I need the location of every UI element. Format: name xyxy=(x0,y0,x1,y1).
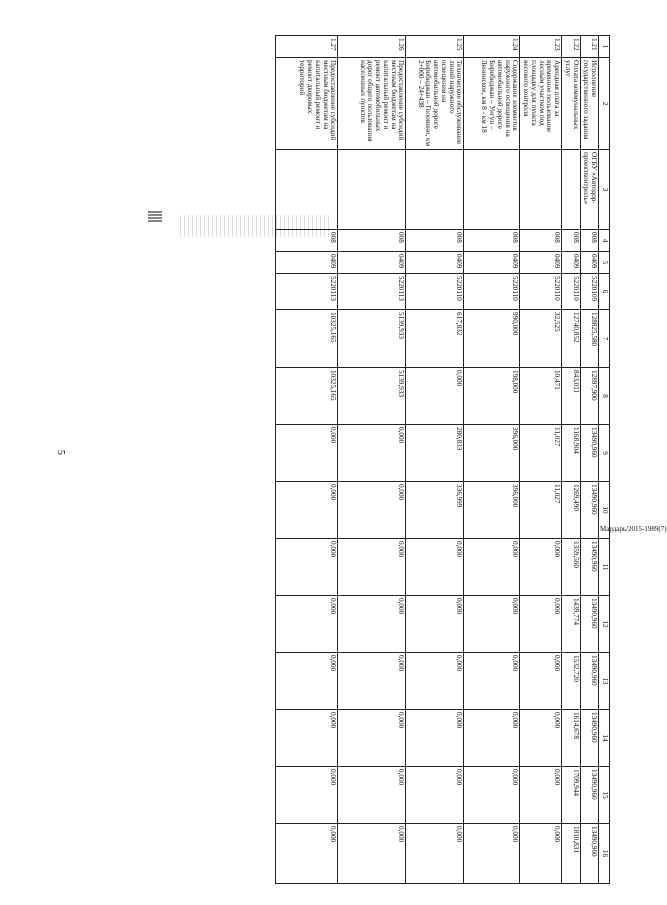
amount-cell: 843,011 xyxy=(562,368,581,425)
csr-cell: 5220113 xyxy=(276,274,338,310)
executor-cell xyxy=(520,150,562,230)
rz-cell: 0409 xyxy=(562,252,581,274)
row-number-cell: 1.23 xyxy=(520,36,562,58)
row-number-cell: 1.22 xyxy=(562,36,581,58)
header-cell: 14 xyxy=(599,710,610,767)
amount-cell: 13490,960 xyxy=(580,824,599,884)
grbs-cell: 008 xyxy=(562,230,581,252)
amount-cell: 0,000 xyxy=(276,596,338,653)
rz-cell: 0409 xyxy=(580,252,599,274)
document-page xyxy=(90,35,610,883)
rz-cell: 0409 xyxy=(464,252,520,274)
amount-cell: 0,000 xyxy=(406,767,464,824)
table-row xyxy=(464,36,520,884)
amount-cell: 0,000 xyxy=(276,824,338,884)
executor-cell xyxy=(464,150,520,230)
grbs-cell: 008 xyxy=(464,230,520,252)
csr-cell: 5220113 xyxy=(338,274,406,310)
amount-cell: 0,000 xyxy=(276,767,338,824)
amount-cell: 0,000 xyxy=(464,824,520,884)
column-number-row xyxy=(599,36,610,884)
amount-cell: 0,000 xyxy=(338,653,406,710)
amount-cell: 1614,678 xyxy=(562,710,581,767)
amount-cell: 0,000 xyxy=(406,710,464,767)
amount-cell: 1709,944 xyxy=(562,767,581,824)
header-cell: 3 xyxy=(599,150,610,230)
amount-cell: 990,000 xyxy=(464,310,520,368)
amount-cell: 12897,900 xyxy=(580,368,599,425)
amount-cell: 0,000 xyxy=(520,767,562,824)
rz-cell: 0409 xyxy=(276,252,338,274)
amount-cell: 13490,960 xyxy=(580,710,599,767)
rz-cell: 0409 xyxy=(406,252,464,274)
amount-cell: 1168,904 xyxy=(562,425,581,482)
measure-name-cell: Оплата коммунальных услуг xyxy=(562,58,581,150)
header-cell: 6 xyxy=(599,274,610,310)
amount-cell: 13490,960 xyxy=(580,653,599,710)
measure-name-cell: Предоставление субсидий местным бюджетам на капитальный ремонт и ремонт дворовых территорий xyxy=(276,58,338,150)
grbs-cell: 008 xyxy=(276,230,338,252)
measure-name-cell: Арендная плата за временное пользование лесным участком под площадку для пункта весового контроля xyxy=(520,58,562,150)
amount-cell: 13490,960 xyxy=(580,482,599,539)
amount-cell: 0,000 xyxy=(520,596,562,653)
amount-cell: 0,000 xyxy=(338,482,406,539)
amount-cell: 128825,580 xyxy=(580,310,599,368)
amount-cell: 1532,720 xyxy=(562,653,581,710)
amount-cell: 0,000 xyxy=(338,539,406,596)
amount-cell: 10,471 xyxy=(520,368,562,425)
table-row xyxy=(520,36,562,884)
amount-cell: 0,000 xyxy=(276,425,338,482)
amount-cell: 0,000 xyxy=(464,653,520,710)
row-number-cell: 1.24 xyxy=(464,36,520,58)
amount-cell: 0,000 xyxy=(520,539,562,596)
amount-cell: 396,000 xyxy=(464,482,520,539)
amount-cell: 13490,960 xyxy=(580,425,599,482)
amount-cell: 0,000 xyxy=(464,596,520,653)
row-number-cell: 1.25 xyxy=(406,36,464,58)
amount-cell: 10325,165 xyxy=(276,368,338,425)
grbs-cell: 008 xyxy=(406,230,464,252)
amount-cell: 0,000 xyxy=(406,368,464,425)
amount-cell: 336,999 xyxy=(406,482,464,539)
executor-cell xyxy=(562,150,581,230)
amount-cell: 0,000 xyxy=(338,425,406,482)
document-footer: Мардарь/2015-1989(7) xyxy=(600,525,667,533)
grbs-cell: 008 xyxy=(338,230,406,252)
header-cell: 8 xyxy=(599,368,610,425)
amount-cell: 1810,831 xyxy=(562,824,581,884)
executor-cell xyxy=(338,150,406,230)
amount-cell: 0,000 xyxy=(276,539,338,596)
amount-cell: 11,027 xyxy=(520,425,562,482)
csr-cell: 5220110 xyxy=(562,274,581,310)
header-cell: 13 xyxy=(599,653,610,710)
amount-cell: 0,000 xyxy=(464,767,520,824)
amount-cell: 13490,960 xyxy=(580,767,599,824)
table-row xyxy=(276,36,338,884)
amount-cell: 0,000 xyxy=(276,653,338,710)
header-cell: 7 xyxy=(599,310,610,368)
amount-cell: 396,000 xyxy=(464,425,520,482)
amount-cell: 617,832 xyxy=(406,310,464,368)
amount-cell: 0,000 xyxy=(406,596,464,653)
csr-cell: 5220110 xyxy=(406,274,464,310)
header-cell: 16 xyxy=(599,824,610,884)
measure-name-cell: Техническое обслуживание линий наружного освещения на автомобильной дороге Биробиджан – Головино, км 2+000 – 24+438 xyxy=(406,58,464,150)
table-row xyxy=(406,36,464,884)
header-cell: 1 xyxy=(599,36,610,58)
amount-cell: 13490,960 xyxy=(580,596,599,653)
header-cell: 10 xyxy=(599,482,610,539)
measure-name-cell: Предоставление субсидий местным бюджетам на капитальный ремонт и ремонт автомобильных дорог общего пользования населенных пунктов xyxy=(338,58,406,150)
amount-cell: 0,000 xyxy=(276,710,338,767)
header-cell: 4 xyxy=(599,230,610,252)
amount-cell: 0,000 xyxy=(338,710,406,767)
amount-cell: 0,000 xyxy=(520,653,562,710)
csr-cell: 5220109 xyxy=(580,274,599,310)
amount-cell: 13490,960 xyxy=(580,539,599,596)
table-row xyxy=(580,36,599,884)
executor-cell xyxy=(406,150,464,230)
amount-cell: 0,000 xyxy=(520,710,562,767)
grbs-cell: 008 xyxy=(520,230,562,252)
amount-cell: 0,000 xyxy=(406,539,464,596)
amount-cell: 5139,933 xyxy=(338,310,406,368)
header-cell: 15 xyxy=(599,767,610,824)
rz-cell: 0409 xyxy=(520,252,562,274)
row-number-cell: 1.26 xyxy=(338,36,406,58)
amount-cell: 280,833 xyxy=(406,425,464,482)
header-cell: 2 xyxy=(599,58,610,150)
amount-cell: 0,000 xyxy=(276,482,338,539)
amount-cell: 0,000 xyxy=(464,539,520,596)
grbs-cell: 008 xyxy=(580,230,599,252)
rotated-table-wrapper xyxy=(90,35,610,883)
amount-cell: 0,000 xyxy=(406,824,464,884)
csr-cell: 5220110 xyxy=(464,274,520,310)
amount-cell: 5139,933 xyxy=(338,368,406,425)
amount-cell: 1359,560 xyxy=(562,539,581,596)
amount-cell: 1269,490 xyxy=(562,482,581,539)
amount-cell: 1439,774 xyxy=(562,596,581,653)
amount-cell: 0,000 xyxy=(520,824,562,884)
amount-cell: 0,000 xyxy=(338,824,406,884)
amount-cell: 12740,852 xyxy=(562,310,581,368)
executor-cell: ОГБУ «Автодор-проектконтроль» xyxy=(580,150,599,230)
row-number-cell: 1.27 xyxy=(276,36,338,58)
amount-cell: 11,027 xyxy=(520,482,562,539)
header-cell: 5 xyxy=(599,252,610,274)
budget-table xyxy=(275,35,610,884)
amount-cell: 10325,165 xyxy=(276,310,338,368)
amount-cell: 0,000 xyxy=(338,767,406,824)
measure-name-cell: Исполнение государственного задания xyxy=(580,58,599,150)
table-row xyxy=(562,36,581,884)
measure-name-cell: Содержание элементов наружного освещения на автомобильной дороге Биробиджан – Унгун – Ленинское, км 8 - км 18 xyxy=(464,58,520,150)
csr-cell: 5220110 xyxy=(520,274,562,310)
amount-cell: 0,000 xyxy=(338,596,406,653)
page-number: 5 xyxy=(55,450,66,455)
amount-cell: 198,000 xyxy=(464,368,520,425)
header-cell: 12 xyxy=(599,596,610,653)
table-row xyxy=(338,36,406,884)
executor-cell xyxy=(276,150,338,230)
header-cell: 9 xyxy=(599,425,610,482)
amount-cell: 0,000 xyxy=(464,710,520,767)
rz-cell: 0409 xyxy=(338,252,406,274)
amount-cell: 32,525 xyxy=(520,310,562,368)
row-number-cell: 1.21 xyxy=(580,36,599,58)
amount-cell: 0,000 xyxy=(406,653,464,710)
header-cell: 11 xyxy=(599,539,610,596)
